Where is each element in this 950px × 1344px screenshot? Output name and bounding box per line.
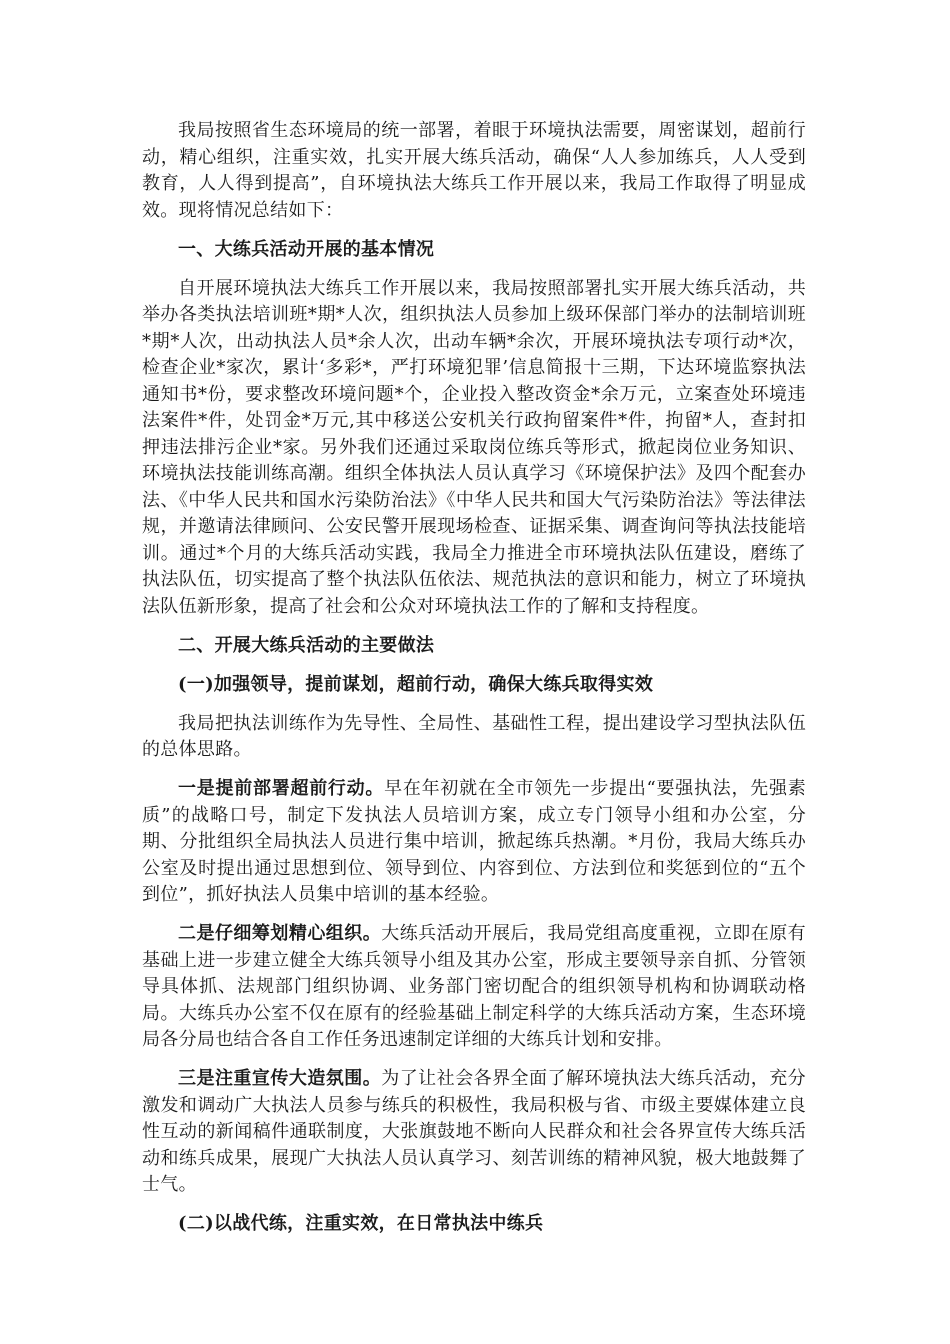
section-1-heading: 一、大练兵活动开展的基本情况: [178, 238, 435, 260]
point-2-paragraph: [142, 921, 806, 1054]
subsection-1-heading: (一)加强领导，提前谋划，超前行动，确保大练兵取得实效: [178, 673, 654, 695]
point-2-text: 大练兵活动开展后，我局党组高度重视，立即在原有基础上进一步建立健全大练兵领导小组及其办公室，形成主要领导亲自抓、分管领导具体抓、法规部门组织协调、业务部门密切配合的组织领导机构和协调联动格局。大练兵办公室不仅在原有的经验基础上制定科学的大练兵活动方案，生态环境局各分局也结合各自工作任务迅速制定详细的大练兵计划和安排。: [142, 923, 806, 1050]
point-1-text: 早在年初就在全市领先一步提出“要强执法，先强素质”的战略口号，制定下发执法人员培训方案，成立专门领导小组和办公室，分期、分批组织全局执法人员进行集中培训，掀起练兵热潮。*月份，我局大练兵办公室及时提出通过思想到位、领导到位、内容到位、方法到位和奖惩到位的“五个到位”，抓好执法人员集中培训的基本经验。: [142, 778, 806, 905]
intro-paragraph: 我局按照省生态环境局的统一部署，着眼于环境执法需要，周密谋划，超前行动，精心组织，注重实效，扎实开展大练兵活动，确保“人人参加练兵，人人受到教育，人人得到提高”，自环境执法大练兵工作开展以来，我局工作取得了明显成效。现将情况总结如下：: [142, 120, 806, 221]
section-2-heading: 二、开展大练兵活动的主要做法: [178, 634, 435, 656]
point-2-lead: 二是仔细筹划精心组织。: [178, 923, 382, 944]
subsection-1-paragraph: 我局把执法训练作为先导性、全局性、基础性工程，提出建设学习型执法队伍的总体思路。: [142, 712, 806, 760]
point-1-paragraph: [142, 776, 806, 909]
document-body: [142, 118, 806, 1250]
point-3-text: 为了让社会各界全面了解环境执法大练兵活动，充分激发和调动广大执法人员参与练兵的积极性，我局积极与省、市级主要媒体建立良性互动的新闻稿件通联制度，大张旗鼓地不断向人民群众和社会各界宣传大练兵活动和练兵成果，展现广大执法人员认真学习、刻苦训练的精神风貌，极大地鼓舞了士气。: [142, 1068, 806, 1195]
subsection-2-heading: (二)以战代练，注重实效，在日常执法中练兵: [178, 1213, 544, 1234]
point-3-paragraph: [142, 1066, 806, 1199]
point-3-lead: 三是注重宣传大造氛围。: [178, 1068, 382, 1089]
section-1-paragraph: 自开展环境执法大练兵工作开展以来，我局按照部署扎实开展大练兵活动，共举办各类执法培训班*期*人次，组织执法人员参加上级环保部门举办的法制培训班*期*人次，出动执法人员*余人次，出动车辆*余次，开展环境执法专项行动*次，检查企业*家次，累计‘多彩*，严打环境犯罪’信息简报十三期，下达环境监察执法通知书*份，要求整改环境问题*个，企业投入整改资金*余万元，立案查处环境违法案件*件，处罚金*万元,其中移送公安机关行政拘留案件*件，拘留*人，查封扣押违法排污企业*家。另外我们还通过采取岗位练兵等形式，掀起岗位业务知识、环境执法技能训练高潮。组织全体执法人员认真学习《环境保护法》及四个配套办法、《中华人民共和国水污染防治法》《中华人民共和国大气污染防治法》等法律法规，并邀请法律顾问、公安民警开展现场检查、证据采集、调查询问等执法技能培训。通过*个月的大练兵活动实践，我局全力推进全市环境执法队伍建设，磨练了执法队伍，切实提高了整个执法队伍依法、规范执法的意识和能力，树立了环境执法队伍新形象，提高了社会和公众对环境执法工作的了解和支持程度。: [142, 277, 806, 617]
point-1-lead: 一是提前部署超前行动。: [178, 778, 385, 799]
